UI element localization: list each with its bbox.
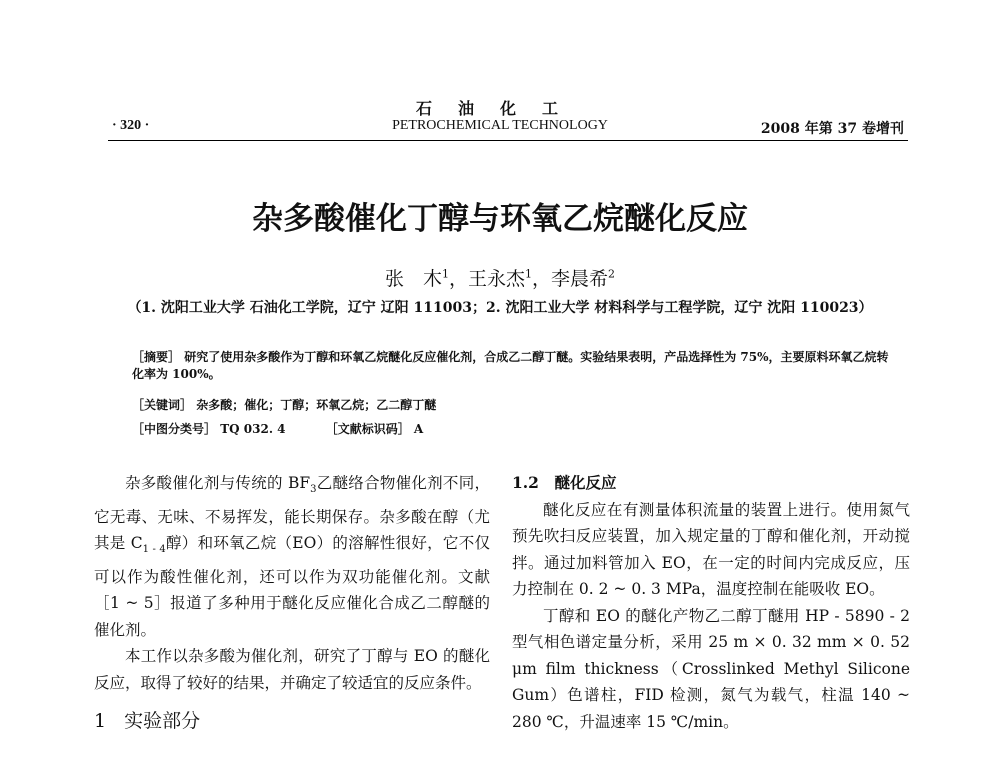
doc-code-label: ［文献标识码］ bbox=[325, 422, 410, 436]
text-run: 乙醚络合物催化剂不同，它无毒、无味、不易挥发，能长期保存。杂多酸在醇（尤其是 C bbox=[94, 474, 490, 553]
paragraph bbox=[94, 470, 490, 643]
body-column-left bbox=[94, 470, 490, 735]
journal-title-en: PETROCHEMICAL TECHNOLOGY bbox=[392, 118, 608, 133]
section-heading bbox=[94, 708, 490, 735]
abstract bbox=[132, 348, 892, 382]
abstract-text: 研究了使用杂多酸作为丁醇和环氧乙烷醚化反应催化剂，合成乙二醇丁醚。实验结果表明，产品选择性为 75%，主要原料环氧乙烷转化率为 100%。 bbox=[132, 350, 889, 381]
author-name: 张 木 bbox=[384, 268, 442, 290]
clc-code: TQ 032. 4 bbox=[220, 422, 286, 436]
author-name: 王永杰 bbox=[467, 268, 525, 290]
body-column-right bbox=[512, 470, 910, 735]
classification bbox=[132, 420, 892, 437]
abstract-label: ［摘要］ bbox=[132, 350, 181, 364]
doc-code: A bbox=[413, 422, 424, 436]
author-list: 张 木$^1$，王永杰$^1$，李晨希$^2$ bbox=[384, 267, 616, 290]
paragraph: 丁醇和 EO 的醚化产物乙二醇丁醚用 HP - 5890 - 2 型气相色谱定量分析，采用 25 m × 0. 32 mm × 0. 52 μm film thickness（Crosslinked Methyl Silicone Gum）色谱柱，FID 检测，氮气为载气，柱温 140 ~ 280 ℃，升温速率 15 ℃/min。 bbox=[512, 606, 910, 731]
author-affil-mark: 1 bbox=[441, 267, 449, 281]
subsection-heading: 1.2 醚化反应 bbox=[512, 473, 617, 492]
paragraph: 本工作以杂多酸为催化剂，研究了丁醇与 EO 的醚化反应，取得了较好的结果，并确定了较适宜的反应条件。 bbox=[94, 647, 490, 692]
author-name: 李晨希 bbox=[551, 268, 609, 290]
keywords-label: ［关键词］ bbox=[132, 398, 193, 412]
section-title: 实验部分 bbox=[124, 710, 201, 733]
keywords bbox=[132, 396, 892, 413]
author-affil-mark: 2 bbox=[608, 267, 616, 281]
paragraph: 醚化反应在有测量体积流量的装置上进行。使用氮气预先吹扫反应装置，加入规定量的丁醇和催化剂，开动搅拌。通过加料管加入 EO，在一定的时间内完成反应，压力控制在 0. 2 ~ 0. 3 MPa，温度控制在能吸收 EO。 bbox=[512, 500, 910, 598]
header-rule bbox=[108, 140, 908, 141]
text-run: 醇）和环氧乙烷（EO）的溶解性很好，它不仅可以作为酸性催化剂，还可以作为双功能催化剂。文献［1 ~ 5］报道了多种用于醚化反应催化合成乙二醇醚的催化剂。 bbox=[94, 534, 490, 639]
subscript: 3 bbox=[310, 484, 317, 496]
article-title: 杂多酸催化丁醇与环氧乙烷醚化反应 bbox=[252, 201, 748, 237]
section-number: 1 bbox=[94, 710, 107, 733]
journal-title-cn: 石油化工 bbox=[415, 99, 584, 118]
issue-info: 2008 年第 37 卷增刊 bbox=[760, 121, 904, 137]
page-number: · 320 · bbox=[112, 118, 150, 133]
affiliation: （1. 沈阳工业大学 石油化工学院，辽宁 辽阳 111003；2. 沈阳工业大学 材料科学与工程学院，辽宁 沈阳 110023） bbox=[127, 300, 873, 316]
author-affil-mark: 1 bbox=[525, 267, 532, 281]
keywords-text: 杂多酸；催化；丁醇；环氧乙烷；乙二醇丁醚 bbox=[196, 398, 437, 412]
clc-label: ［中图分类号］ bbox=[132, 422, 217, 436]
text-run: 杂多酸催化剂与传统的 BF bbox=[125, 474, 311, 492]
subscript: 1 - 4 bbox=[142, 544, 166, 556]
